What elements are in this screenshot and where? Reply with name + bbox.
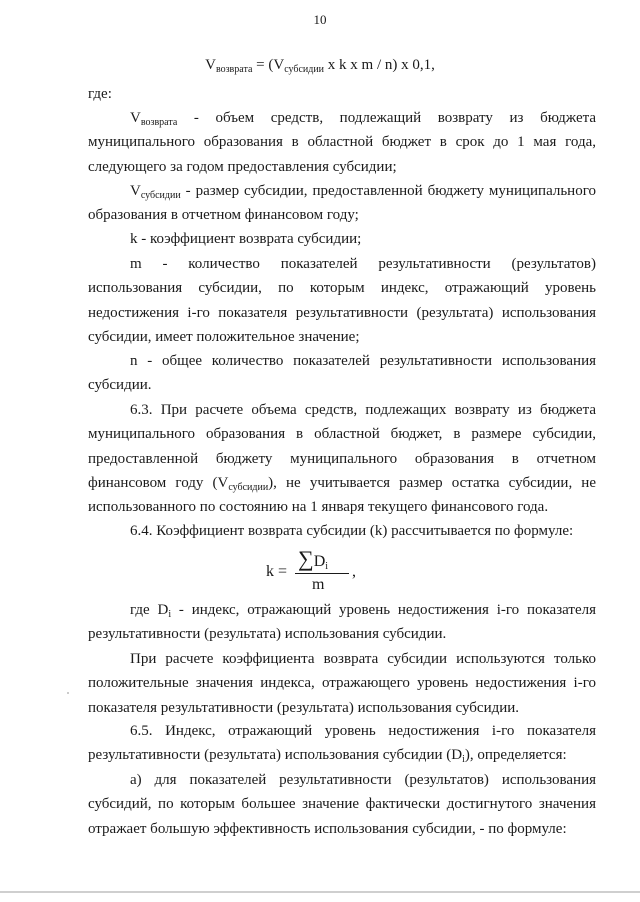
paragraph-a: а) для показателей результативности (результатов) использования субсидий, по которым большее значение фактически достигнутого значения отражает большую эффективность использования субсидии, - по формуле: bbox=[88, 772, 596, 837]
definition-m: m - количество показателей результативности (результатов) использования субсидии, по которым индекс, отражающий уровень недостижения i-го показателя результативности (результата) использования субсидии, имеет положительное значение; bbox=[88, 256, 596, 345]
page-number: 10 bbox=[313, 12, 327, 27]
paragraph-6-4: 6.4. Коэффициент возврата субсидии (k) рассчитывается по формуле: bbox=[130, 523, 574, 539]
page-bottom-edge bbox=[0, 891, 640, 893]
paragraph-6-5: 6.5. Индекс, отражающий уровень недостижения i-го показателя результативности (результата) использования субсидии $(D_i)$, определяется: bbox=[88, 723, 596, 766]
formula-lhs: k = bbox=[266, 563, 288, 580]
scan-speck bbox=[67, 692, 69, 694]
definition-v-return: $V_{возврата}$ - объем средств, подлежащий возврату из бюджета муниципального образования в областной бюджет в срок до 1 мая года, следующего за годом предоставления субсидии; bbox=[88, 110, 596, 175]
paragraph-positive-values: При расчете коэффициента возврата субсидии используются только положительные значения индекса, отражающего уровень недостижения i-го показателя результативности (результата) использования субсидии. bbox=[88, 651, 596, 716]
definition-v-subsidy: $V_{субсидии}$ - размер субсидии, предоставленной бюджету муниципального образования в отчетном финансовом году; bbox=[88, 183, 596, 224]
formula-comma: , bbox=[352, 563, 356, 580]
formula-numerator: $\sum D_i$ bbox=[298, 546, 329, 572]
where-label: где: bbox=[88, 86, 112, 102]
definition-k: k - коэффициент возврата субсидии; bbox=[130, 231, 362, 247]
sum-icon: ∑ bbox=[298, 546, 314, 571]
formula-denominator: m bbox=[312, 576, 325, 593]
definition-n: n - общее количество показателей результативности использования субсидии. bbox=[88, 353, 596, 394]
coefficient-formula bbox=[266, 546, 376, 596]
paragraph-6-3: 6.3. При расчете объема средств, подлежащих возврату из бюджета муниципального образования в областной бюджет, в размере субсидии, предоставленной бюджету муниципального образования в отчетном финансовом году $(V_{субсидии})$, не учитывается размер остатка субсидии, не использованного по состоянию на 1 января текущего финансового года. bbox=[88, 402, 596, 516]
return-volume-formula: $V_{возврата} = (V_{субсидии}$ x k x m / n) x 0,1, bbox=[205, 57, 435, 75]
fraction-bar bbox=[295, 573, 349, 574]
definition-di: где $D_i$ - индекс, отражающий уровень недостижения i-го показателя результативности (результата) использования субсидии. bbox=[88, 602, 597, 643]
